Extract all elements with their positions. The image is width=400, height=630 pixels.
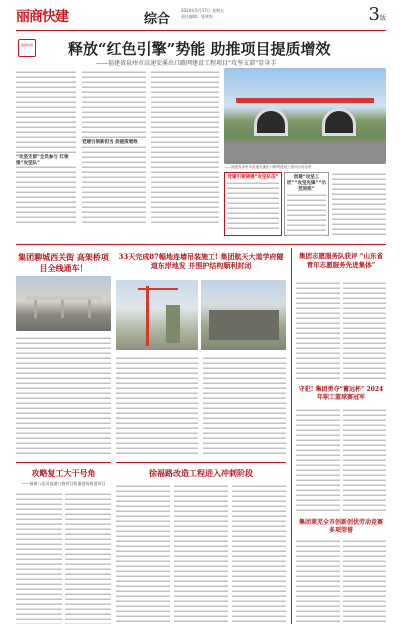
section-title: 综合 xyxy=(144,12,171,27)
left-low-rule xyxy=(16,462,111,463)
article-body-laiwu-1 xyxy=(296,539,340,624)
article-title-resume-work: 攻略复工大干号角 xyxy=(31,468,96,478)
article-body-aerospace-1 xyxy=(116,356,198,456)
article-body-aerospace-2 xyxy=(203,356,286,456)
article-body-basketball-2 xyxy=(343,408,386,513)
issue-meta xyxy=(181,8,224,20)
masthead-rule xyxy=(16,30,386,31)
page-number-suffix: 版 xyxy=(379,15,386,22)
article-title-xufu-road: 徐福路改造工程进入冲刺阶段 xyxy=(149,468,253,478)
photo-viaduct xyxy=(16,276,111,331)
article-body-liaocheng xyxy=(16,336,111,456)
article-title-basketball: 守犯! 集团勇夺“蓄远杯” 2024年职工篮球赛冠军 xyxy=(298,386,384,401)
article-title-volunteer: 集团志愿服务队获评 “山东省青年志愿服务先进集体” xyxy=(298,252,383,269)
tunnel-banner xyxy=(236,98,374,103)
lead-box-title: 党建引领铸强“攻坚队伍” xyxy=(227,175,279,180)
article-body-resume-work-2 xyxy=(65,492,111,624)
article-subtitle-resume-work: ——福建八达司高速公路项目机器进场推进项目 xyxy=(21,481,106,486)
page-number xyxy=(369,4,386,25)
lead-photo-tunnel xyxy=(224,68,386,164)
lead-bottom-rule xyxy=(16,244,386,245)
article-body-basketball-1 xyxy=(296,408,340,513)
lead-photo-caption: ——福建省泉州市高速安溪出口路网建设工程项目部全景 xyxy=(224,165,312,169)
tunnel-portal-right xyxy=(322,108,356,136)
lead-body-col-1 xyxy=(16,70,76,225)
lead-subheading-1: “攻坚支部”全员参与 红领推“攻坚队” xyxy=(16,154,76,166)
masthead xyxy=(16,6,386,28)
lead-body-col-3 xyxy=(151,70,219,225)
article-body-resume-work-1 xyxy=(16,492,62,624)
tunnel-portal-left xyxy=(254,108,288,136)
tunnel-road xyxy=(224,142,386,164)
lead-body-col-2 xyxy=(82,70,146,225)
column-rule-right xyxy=(291,248,292,624)
newspaper-logo: 丽商快建 xyxy=(16,9,68,25)
article-body-xufu-1 xyxy=(116,484,170,624)
article-title-laiwu: 集团莱芜全市创新创优劳动竞赛 多项荣誉 xyxy=(298,519,383,534)
lead-body-col-4 xyxy=(332,172,386,236)
article-title-liaocheng: 集团聊城西关街 高架桥项目全线通车！ xyxy=(18,252,109,273)
article-body-volunteer-1 xyxy=(296,281,340,381)
page-number-value: 3 xyxy=(368,4,380,25)
article-body-xufu-2 xyxy=(174,484,228,624)
article-body-volunteer-2 xyxy=(343,281,386,381)
lead-box-subtitle: 创建“攻坚工匠”“攻坚先锋”“示范班组” xyxy=(287,175,326,192)
lead-subheading-2: 党建引领新担当 促提质增效 xyxy=(82,139,146,145)
article-body-xufu-3 xyxy=(232,484,286,624)
issue-editor: 责任编辑：张笑昀 xyxy=(181,14,213,19)
newspaper-page xyxy=(8,6,393,624)
photo-pit xyxy=(201,280,286,350)
article-body-laiwu-2 xyxy=(343,539,386,624)
photo-crane xyxy=(116,280,198,350)
lead-sidebar-box xyxy=(224,172,282,236)
lead-headline: 释放“红色引擎”势能 助推项目提质增效 xyxy=(68,40,331,58)
center-low-rule xyxy=(116,462,286,463)
lead-subheadline: ——福建省泉州市高速安溪出口路网建设工程项目“攻坚支部”显身手 xyxy=(96,60,277,67)
issue-date: 2024年5月17日 星期五 xyxy=(181,8,225,13)
article-title-aerospace: 33天完成87幅地连墙吊装施工! 集团航天大道学府隧道东岸地发 并围护结构顺利封闭 xyxy=(118,252,284,270)
lead-sidebar-box-2 xyxy=(284,172,329,236)
lead-badge: 丽商快建 xyxy=(18,39,36,57)
